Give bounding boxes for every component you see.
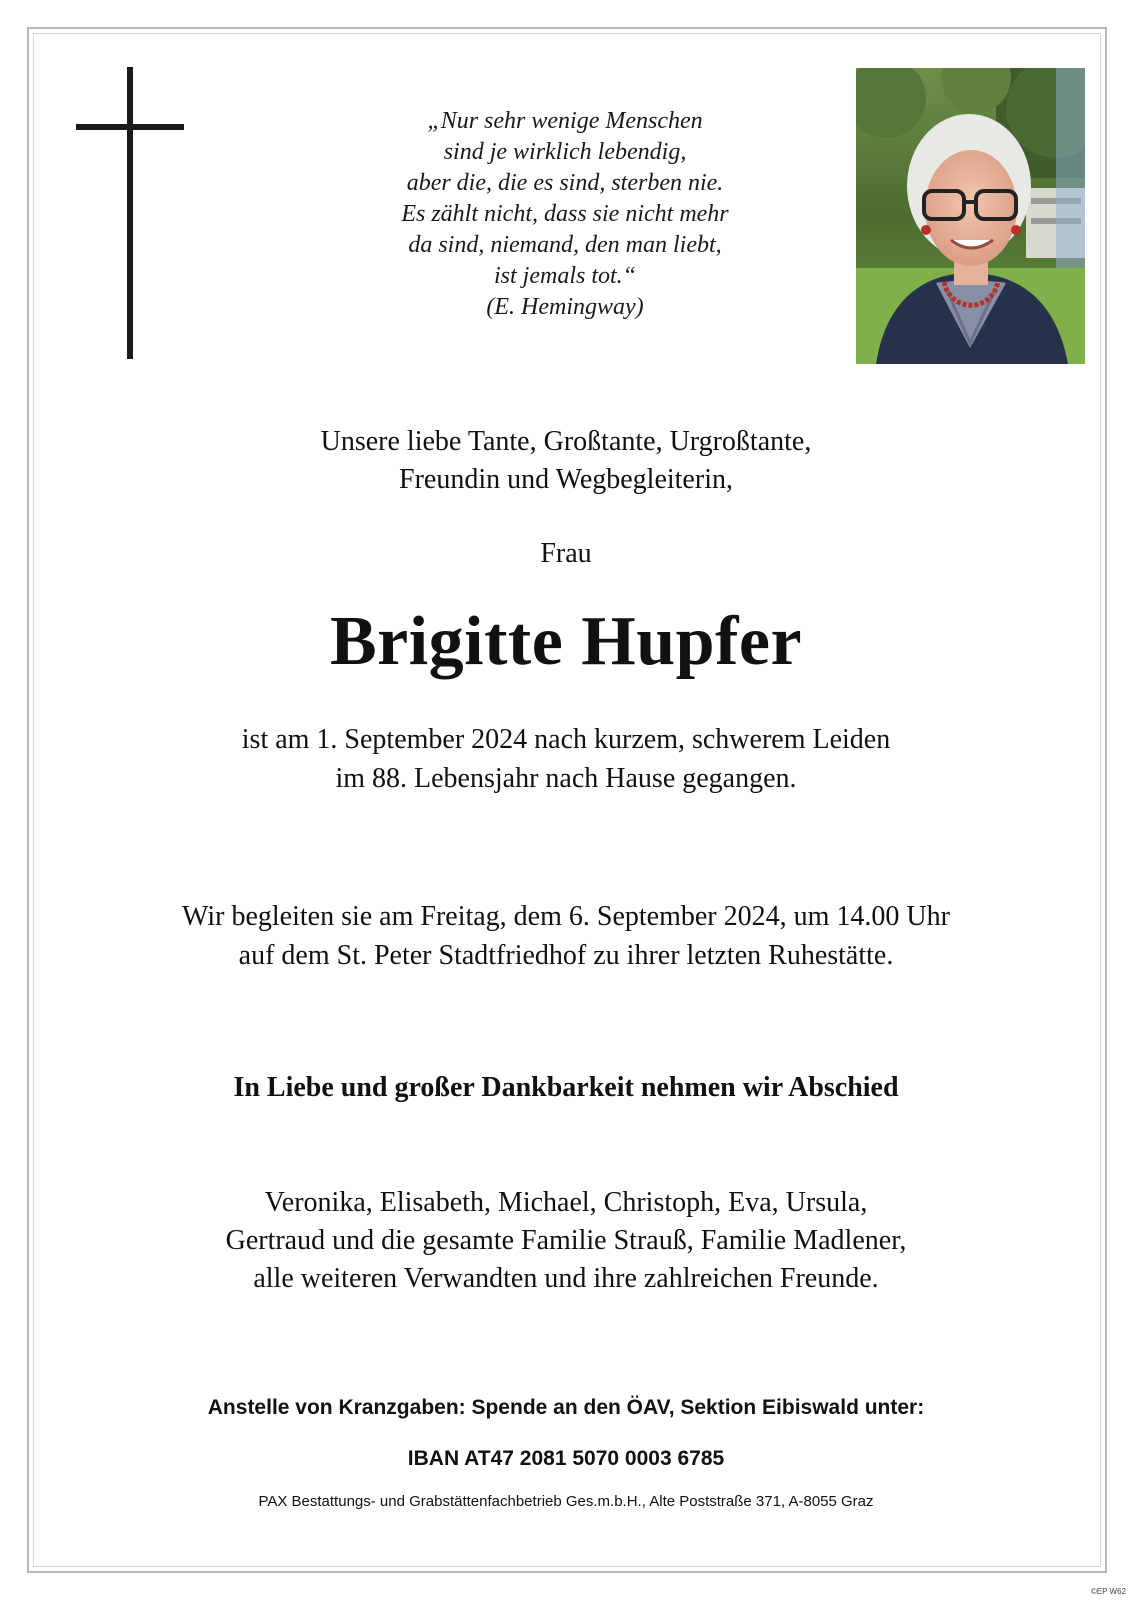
death-line: im 88. Lebensjahr nach Hause gegangen.	[335, 763, 797, 794]
quote-line: ist jemals tot.“	[493, 263, 637, 289]
intro-line: Freundin und Wegbegleiterin,	[399, 464, 733, 495]
print-code: ©EP W62	[1090, 1587, 1126, 1596]
cross-icon	[76, 67, 184, 359]
death-line: ist am 1. September 2024 nach kurzem, schwerem Leiden	[241, 724, 891, 755]
funeral-line: auf dem St. Peter Stadtfriedhof zu ihrer letzten Ruhestätte.	[238, 940, 894, 971]
memorial-quote	[330, 106, 800, 323]
mourners-list	[60, 1184, 1072, 1298]
quote-line: da sind, niemand, den man liebt,	[408, 232, 722, 258]
farewell-heading: In Liebe und großer Dankbarkeit nehmen wir Abschied	[233, 1072, 899, 1103]
quote-line: aber die, die es sind, sterben nie.	[406, 170, 724, 196]
intro-text	[60, 423, 1072, 499]
iban-number: IBAN AT47 2081 5070 0003 6785	[407, 1447, 725, 1470]
quote-line: Es zählt nicht, dass sie nicht mehr	[401, 201, 729, 227]
salutation: Frau	[540, 538, 592, 569]
mourners-line: alle weiteren Verwandten und ihre zahlreichen Freunde.	[253, 1263, 879, 1294]
undertaker-footer: PAX Bestattungs- und Grabstättenfachbetrieb Ges.m.b.H., Alte Poststraße 371, A-8055 Graz	[258, 1493, 874, 1510]
mourners-line: Veronika, Elisabeth, Michael, Christoph, Eva, Ursula,	[264, 1187, 868, 1218]
donation-note: Anstelle von Kranzgaben: Spende an den ÖAV, Sektion Eibiswald unter:	[207, 1396, 925, 1419]
quote-line: „Nur sehr wenige Menschen	[427, 108, 703, 134]
mourners-line: Gertraud und die gesamte Familie Strauß, Familie Madlener,	[225, 1225, 907, 1256]
death-notice	[60, 720, 1072, 798]
intro-line: Unsere liebe Tante, Großtante, Urgroßtante,	[320, 426, 812, 457]
funeral-line: Wir begleiten sie am Freitag, dem 6. September 2024, um 14.00 Uhr	[182, 901, 950, 932]
deceased-name: Brigitte Hupfer	[329, 603, 803, 680]
quote-line: sind je wirklich lebendig,	[443, 139, 687, 165]
quote-author: (E. Hemingway)	[486, 294, 644, 320]
portrait-photo	[856, 68, 1085, 364]
funeral-notice	[60, 897, 1072, 975]
